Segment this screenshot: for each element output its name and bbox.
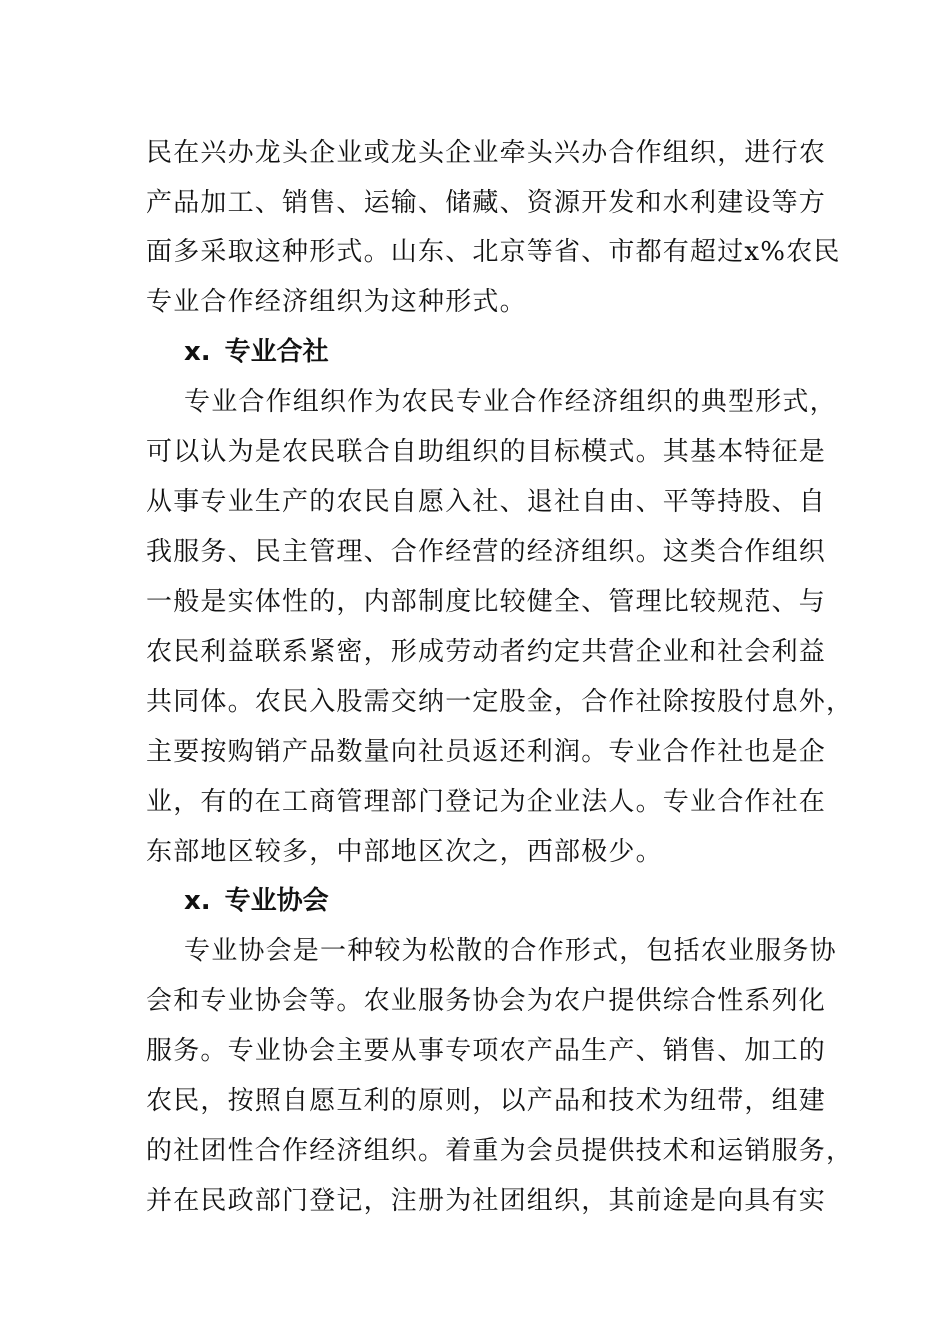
paragraph-line: 面多采取这种形式。山东、北京等省、市都有超过x%农民 [146,237,841,267]
paragraph-line: 并在民政部门登记，注册为社团组织，其前途是向具有实 [146,1186,827,1216]
paragraph-line: 民在兴办龙头企业或龙头企业牵头兴办合作组织，进行农 [146,138,827,168]
paragraph-line: 专业协会是一种较为松散的合作形式，包括农业服务协 [184,936,837,966]
section-title: 专业协会 [224,886,329,916]
paragraph-line: 的社团性合作经济组织。着重为会员提供技术和运销服务， [146,1136,854,1166]
section-number: x. [184,337,211,367]
section-number: x. [184,886,211,916]
paragraph-line: 可以认为是农民联合自助组织的目标模式。其基本特征是 [146,437,827,467]
paragraph-line: 共同体。农民入股需交纳一定股金，合作社除按股付息外， [146,687,854,717]
paragraph-line: 东部地区较多，中部地区次之，西部极少。 [146,837,663,867]
paragraph-line: 农民利益联系紧密，形成劳动者约定共营企业和社会利益 [146,637,827,667]
paragraph-line: 服务。专业协会主要从事专项农产品生产、销售、加工的 [146,1036,827,1066]
paragraph-line: 产品加工、销售、运输、储藏、资源开发和水利建设等方 [146,188,827,218]
paragraph-line: 从事专业生产的农民自愿入社、退社自由、平等持股、自 [146,487,827,517]
paragraph-line: 我服务、民主管理、合作经营的经济组织。这类合作组织 [146,537,827,567]
paragraph-line: 主要按购销产品数量向社员返还利润。专业合作社也是企 [146,737,827,767]
paragraph-line: 业，有的在工商管理部门登记为企业法人。专业合作社在 [146,787,827,817]
paragraph-line: 专业合作组织作为农民专业合作经济组织的典型形式， [184,387,837,417]
paragraph-line: 一般是实体性的，内部制度比较健全、管理比较规范、与 [146,587,827,617]
section-title: 专业合社 [224,337,329,367]
section-heading [184,337,329,367]
paragraph-line: 农民，按照自愿互利的原则，以产品和技术为纽带，组建 [146,1086,827,1116]
paragraph-line: 专业合作经济组织为这种形式。 [146,287,527,317]
section-heading [184,886,329,916]
paragraph-line: 会和专业协会等。农业服务协会为农户提供综合性系列化 [146,986,827,1016]
